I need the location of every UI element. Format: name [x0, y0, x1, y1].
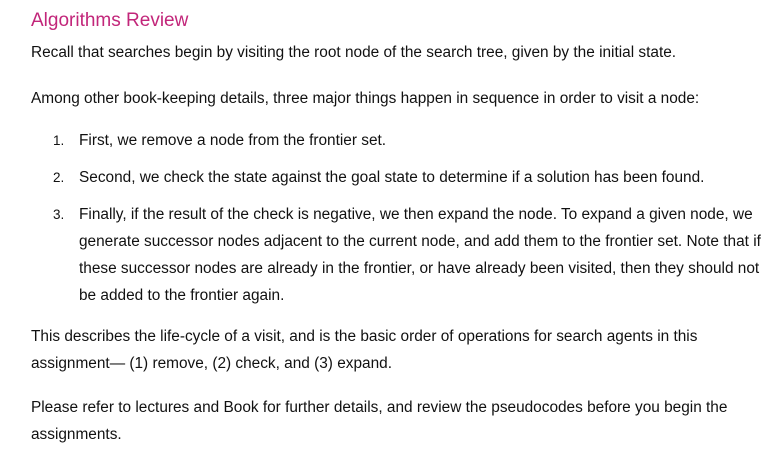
- section-title: Algorithms Review: [31, 10, 189, 31]
- list-item: [31, 164, 771, 191]
- list-item: [31, 201, 771, 309]
- list-item: [31, 127, 771, 154]
- list-item-text: Second, we check the state against the goal state to determine if a solution has been found.: [79, 169, 705, 186]
- list-item-text: Finally, if the result of the check is negative, we then expand the node. To expand a given node, we generate successor nodes adjacent to the current node, and add them to the frontier set. Note that if these successor nodes are already in the frontier, or have already been visited, then they should not be added to the frontier again.: [79, 206, 761, 304]
- list-item-text: First, we remove a node from the frontier set.: [79, 132, 387, 149]
- summary-paragraph: This describes the life-cycle of a visit, and is the basic order of operations for search agents in this assignment— (1) remove, (2) check, and (3) expand.: [31, 328, 698, 372]
- intro-paragraph: Recall that searches begin by visiting the root node of the search tree, given by the initial state.: [31, 44, 677, 61]
- lead-paragraph: Among other book-keeping details, three major things happen in sequence in order to visit a node:: [31, 90, 700, 107]
- steps-list: [31, 127, 771, 319]
- list-item-number: 1.: [53, 133, 65, 148]
- list-item-number: 2.: [53, 170, 65, 185]
- closing-paragraph: Please refer to lectures and Book for further details, and review the pseudocodes before you begin the assignments.: [31, 399, 728, 443]
- list-item-number: 3.: [53, 207, 65, 222]
